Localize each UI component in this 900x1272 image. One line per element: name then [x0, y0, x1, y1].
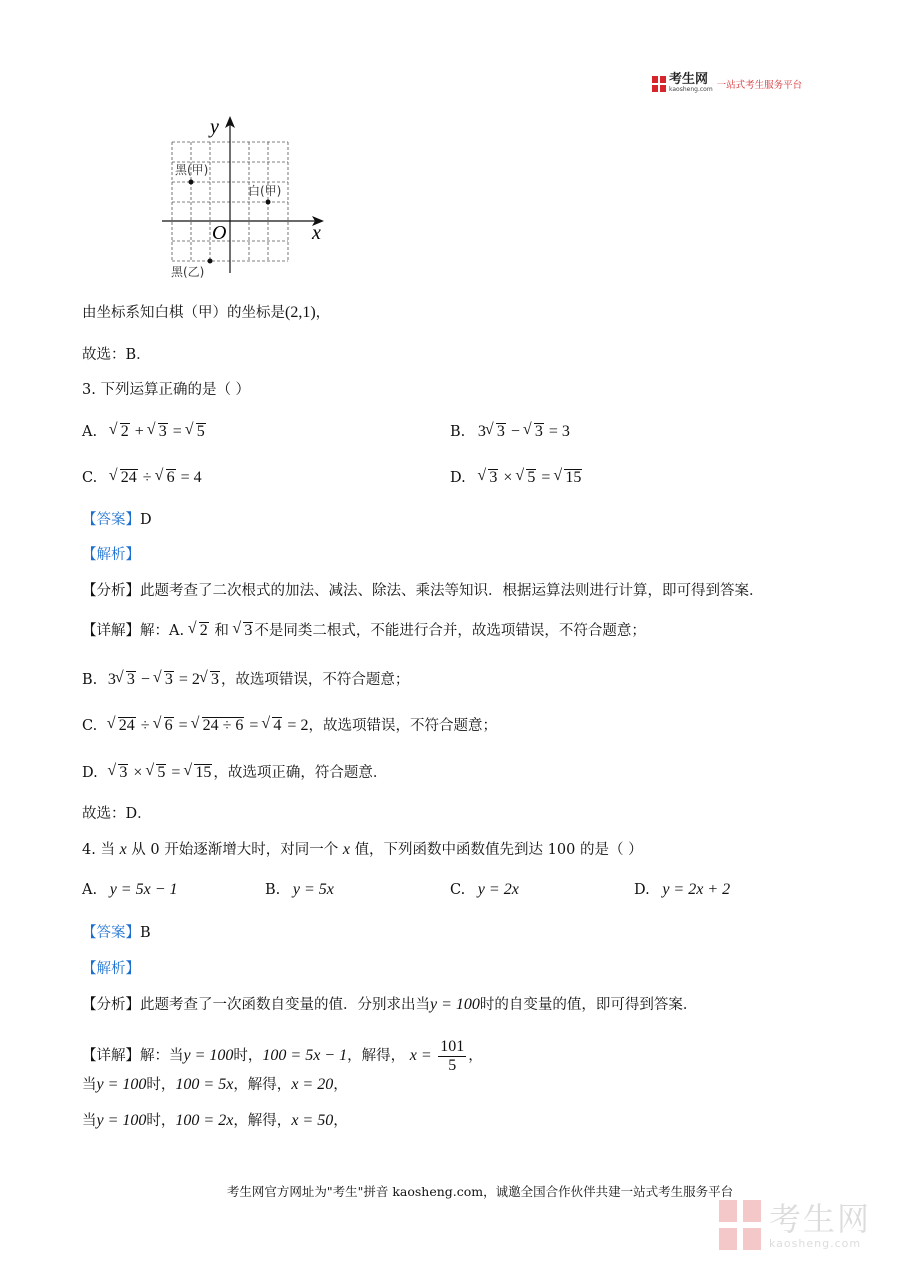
q3-b-op: −: [510, 423, 520, 440]
q3-option-d: [450, 468, 583, 488]
site-header: [652, 74, 802, 93]
y-axis-label: y: [210, 116, 219, 138]
q4-analysis-label: 【解析】: [82, 961, 140, 977]
q4-fenxi-1: 此题考查了一次函数自变量的值．分别求出当: [140, 997, 430, 1013]
q3-d-r2: 5: [527, 469, 536, 486]
q4-detail-2-comma: ，: [333, 1077, 348, 1093]
q3-detail-a-r2: 3: [244, 622, 253, 639]
q2-conclusion: [82, 303, 330, 323]
q3-a-r2: 3: [158, 423, 167, 440]
page-footer: 考生网官方网址为"考生"拼音 kaosheng.com，诚邀全国合作伙伴共建一站式考生服务平台: [226, 1184, 734, 1199]
q4-option-c-label: C.: [450, 882, 466, 898]
q3-detail-a-and: 和: [214, 623, 229, 639]
q4-detail-tag: 【详解】: [82, 1048, 140, 1064]
q4-fenxi: [82, 995, 697, 1015]
q4-answer: [82, 923, 151, 943]
q4-option-a: [82, 880, 178, 900]
q4-detail-1: [82, 1034, 483, 1078]
q3-a-op1: +: [134, 423, 144, 440]
q2-conclusion-text: 由坐标系知白棋（甲）的坐标是: [82, 305, 285, 321]
q4-stem-var-1: x: [119, 841, 127, 858]
q3-detail-d: D. √ 3 × √ 5 = √ 15 ，故选项正确，符合题意．: [82, 763, 387, 783]
q3-answer-tag: 【答案】: [82, 512, 140, 528]
q3-answer: [82, 510, 152, 530]
q4-stem-3: 值，下列函数中函数值先到达 100 的是（ ）: [354, 842, 643, 858]
q3-d-r3: 15: [565, 469, 582, 486]
q4-detail-1-sol-lhs: x =: [409, 1047, 432, 1064]
q4-option-b-expr: y = 5x: [292, 881, 334, 898]
q3-c-r1: 24: [120, 469, 137, 486]
q3-option-a-label: A.: [82, 424, 98, 440]
watermark-domain: kaosheng.com: [769, 1236, 862, 1250]
q4-option-c-expr: y = 2x: [477, 881, 519, 898]
q3-detail-a: [82, 621, 646, 641]
logo-domain: kaosheng.com: [669, 86, 713, 93]
logo-name: 考生网: [669, 72, 709, 87]
q4-stem-var-2: x: [342, 841, 350, 858]
watermark-name: 考生网: [769, 1199, 872, 1238]
q3-detail-b: B. 3√ 3 − √ 3 = 2√ 3 ，故选项错误，不符合题意；: [82, 670, 409, 690]
q4-detail-3: [82, 1111, 348, 1131]
q3-option-d-label: D.: [450, 470, 466, 486]
q4-detail-3-cond: y = 100: [96, 1112, 147, 1129]
q4-detail-1-when: 时，: [233, 1048, 263, 1064]
logo-text: [669, 74, 713, 93]
q3-fenxi: [82, 581, 764, 601]
q4-detail-3-sol: x = 50: [291, 1112, 334, 1129]
q3-fenxi-tag: 【分析】: [82, 583, 140, 599]
watermark: [719, 1200, 871, 1250]
coordinate-figure: [150, 108, 350, 283]
q4-option-b-label: B.: [265, 882, 281, 898]
q3-option-c-label: C.: [82, 470, 98, 486]
q4-detail-1-num: 101: [440, 1037, 465, 1055]
label-black-jia: 黑(甲): [175, 163, 209, 177]
q3-c-op: ÷: [142, 469, 152, 486]
q4-option-a-label: A.: [82, 882, 98, 898]
q4-detail-3-dang: 当: [82, 1113, 97, 1129]
q3-option-a: [82, 422, 207, 442]
q2-coord: (2,1): [285, 304, 316, 321]
q3-detail-c-label: C.: [82, 718, 98, 734]
q3-detail-c: C. √ 24 ÷ √ 6 = √ 24 ÷ 6 = √ 4 = 2，故选项错误，不符合题意；: [82, 716, 497, 736]
kaosheng-logo-icon: [652, 76, 666, 92]
q3-b-r1: 3: [496, 423, 505, 440]
q4-detail-1-cond: y = 100: [183, 1047, 234, 1064]
q4-fenxi-tag: 【分析】: [82, 997, 140, 1013]
q4-detail-2: [82, 1075, 348, 1095]
q3-analysis-tag: [82, 545, 140, 565]
q4-detail-3-eq: 100 = 2x: [175, 1112, 234, 1129]
q3-option-b: [450, 422, 570, 442]
watermark-logo-icon: [719, 1200, 761, 1250]
q4-detail-2-eq: 100 = 5x: [175, 1076, 234, 1093]
q3-fenxi-text: 此题考查了二次根式的加法、减法、除法、乘法等知识．根据运算法则进行计算，即可得到答案．: [140, 583, 764, 599]
q4-fenxi-2: 时的自变量的值，即可得到答案．: [479, 997, 698, 1013]
q4-option-d-label: D.: [634, 882, 650, 898]
q3-detail-a-pre: 解：A.: [140, 623, 185, 639]
q3-option-c: [82, 468, 202, 488]
q4-detail-2-dang: 当: [82, 1077, 97, 1093]
q3-d-op: ×: [503, 469, 513, 486]
x-axis-label: x: [312, 222, 321, 244]
q4-detail-2-solve: ，解得，: [233, 1077, 292, 1093]
header-slogan: 一站式考生服务平台: [716, 79, 803, 91]
q3-detail-a-r1: 2: [199, 622, 208, 639]
q3-detail-b-post: ，故选项错误，不符合题意；: [220, 672, 410, 688]
q3-detail-tag: 【详解】: [82, 623, 140, 639]
q3-a-eq: =: [172, 423, 182, 440]
q4-analysis-tag: [82, 959, 140, 979]
q4-option-d-expr: y = 2x + 2: [662, 881, 731, 898]
q3-stem: 3. 下列运算正确的是（ ）: [82, 382, 251, 398]
q2-punct: ，: [315, 305, 331, 321]
q4-detail-3-when: 时，: [146, 1113, 176, 1129]
q3-detail-b-label: B.: [82, 672, 98, 688]
q4-stem-1: 4. 当: [82, 842, 115, 858]
q4-stem: [82, 840, 643, 860]
q4-answer-tag: 【答案】: [82, 925, 140, 941]
q3-detail-a-post: 不是同类二根式，不能进行合并，故选项错误，不符合题意；: [254, 623, 646, 639]
q4-detail-1-solve: ，解得，: [347, 1048, 406, 1064]
q4-option-d: [634, 880, 730, 900]
q3-b-r2: 3: [534, 423, 543, 440]
q3-detail-d-post: ，故选项正确，符合题意．: [213, 765, 388, 781]
q3-a-r1: 2: [120, 423, 129, 440]
q3-detail-d-label: D.: [82, 765, 98, 781]
q3-choose: 故选：D．: [82, 806, 152, 822]
q4-option-b: [265, 880, 334, 900]
q4-detail-2-when: 时，: [146, 1077, 176, 1093]
q3-c-r2: 6: [166, 469, 175, 486]
q4-detail-1-comma: ，: [468, 1048, 483, 1064]
point-black-jia: [189, 180, 194, 185]
q3-d-eq: =: [541, 469, 551, 486]
q4-detail-3-comma: ，: [333, 1113, 348, 1129]
q4-detail-1-den: 5: [448, 1056, 457, 1074]
q4-detail-1-pre: 解：当: [140, 1048, 184, 1064]
q4-detail-1-fraction: [438, 1038, 466, 1075]
q2-choose: 故选：B．: [82, 347, 151, 363]
q4-detail-2-cond: y = 100: [96, 1076, 147, 1093]
q3-b-result: = 3: [548, 423, 570, 440]
q3-b-coef: 3: [477, 423, 486, 440]
q4-detail-2-sol: x = 20: [291, 1076, 334, 1093]
q4-detail-3-solve: ，解得，: [233, 1113, 292, 1129]
q4-stem-2: 从 0 开始逐渐增大时，对同一个: [131, 842, 339, 858]
q3-answer-value: D: [140, 512, 152, 528]
q4-answer-value: B: [140, 925, 151, 941]
q3-option-b-label: B.: [450, 424, 466, 440]
origin-label: O: [212, 222, 227, 244]
q3-analysis-label: 【解析】: [82, 547, 140, 563]
q3-d-r1: 3: [489, 469, 498, 486]
label-white-jia: 白(甲): [248, 184, 282, 198]
label-black-yi: 黑(乙): [171, 265, 205, 279]
q4-detail-1-eq: 100 = 5x − 1: [262, 1047, 348, 1064]
q3-a-r3: 5: [196, 423, 205, 440]
q3-detail-c-post: ，故选项错误，不符合题意；: [308, 718, 497, 734]
q3-c-result: = 4: [180, 469, 202, 486]
point-black-yi: [208, 259, 213, 264]
q4-option-a-expr: y = 5x − 1: [109, 881, 178, 898]
q4-fenxi-cond: y = 100: [430, 996, 480, 1013]
point-white-jia: [266, 200, 271, 205]
q4-option-c: [450, 880, 519, 900]
